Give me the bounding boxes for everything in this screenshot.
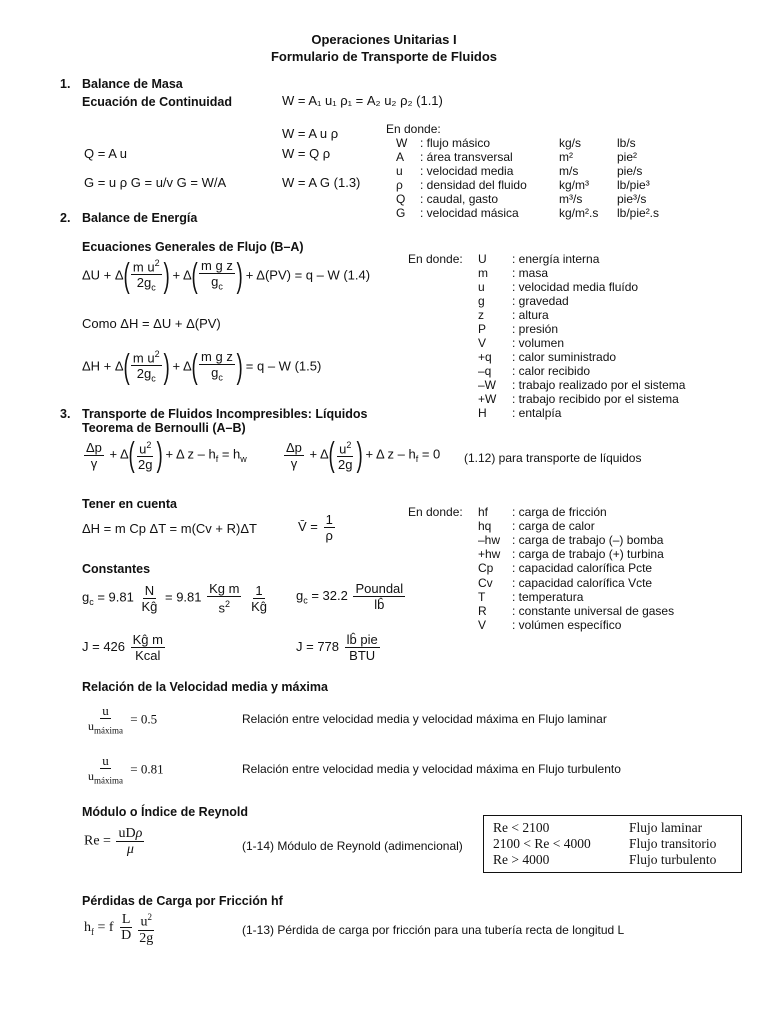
- sec3-def-sym: +hw: [478, 547, 501, 562]
- sec2-def-desc: : gravedad: [512, 294, 569, 308]
- rel-laminar-value: = 0.5: [130, 711, 158, 727]
- section-3-title: Transporte de Fluidos Incompresibles: Líquidos: [82, 407, 368, 421]
- sec2-def-sym: z: [478, 308, 484, 322]
- sec1-def-desc: : área transversal: [420, 150, 513, 164]
- eq-1-5-tail: = q – W (1.5): [245, 358, 322, 374]
- sec3-def-sym: V: [478, 617, 487, 632]
- eq-j-en: J = 778 $\frac{\text{lb̂ pie}}{\text{BTU}}$: [296, 632, 378, 663]
- section-3-number: 3.: [60, 407, 71, 421]
- eq-spec-volume: V̄ = $\frac{1}{\rho}$: [298, 512, 333, 543]
- sec3-def-desc: : volúmen específico: [512, 617, 622, 632]
- sec3-def-desc: : carga de calor: [512, 519, 595, 534]
- sec2-def-sym: m: [478, 266, 488, 280]
- sec1-def-si: m/s: [559, 164, 579, 178]
- sec3-def-sym: hf: [478, 505, 489, 519]
- sec3-def-sym: R: [478, 603, 487, 618]
- sec1-def-en: pie²: [617, 150, 638, 164]
- reynold-heading: Módulo o Índice de Reynold: [82, 805, 248, 819]
- reynold-text: (1-14) Módulo de Reynold (adimencional): [242, 839, 463, 853]
- eq-1-4-tail: + Δ(PV) = q – W (1.4): [245, 267, 371, 283]
- sec2-def-desc: : trabajo recibido por el sistema: [512, 392, 679, 406]
- sec3-def-sym: hq: [478, 519, 492, 534]
- perdidas-heading: Pérdidas de Carga por Fricción hf: [82, 894, 283, 908]
- relacion-heading: Relación de la Velocidad media y máxima: [82, 680, 328, 694]
- sec2-def-desc: : volumen: [512, 336, 565, 350]
- sec2-def-sym: –q: [478, 364, 492, 378]
- sec3-def-desc: : capacidad calorífica Pcte: [512, 561, 653, 576]
- eq-w-aur: W = A u ρ: [282, 126, 339, 141]
- section-2-subtitle: Ecuaciones Generales de Flujo (B–A): [82, 240, 304, 254]
- sec1-def-desc: : densidad del fluido: [420, 178, 527, 192]
- sec2-def-sym: +W: [478, 392, 497, 406]
- eq-bernoulli-left: $\frac{\Delta p}{\gamma}$ + Δ( $\frac{u^2}{2g}$ ) + Δ $z - h_f = h_w$: [86, 436, 247, 475]
- eq-friction-loss: $h_f = f$ $\frac{L}{D}$ $\frac{u^2}{2g}$: [84, 912, 154, 946]
- sec2-def-desc: : velocidad media fluído: [512, 280, 639, 294]
- friction-text: (1-13) Pérdida de carga por fricción para una tubería recta de longitud L: [242, 923, 625, 937]
- sec2-def-sym: –W: [478, 378, 496, 392]
- sec3-def-desc: : capacidad calorífica Vcte: [512, 575, 653, 590]
- eq-bernoulli-right: $\frac{\Delta p}{\gamma}$ + Δ( $\frac{u^2}{2g}$ ) + Δ $z - h_f = 0$: [286, 436, 441, 475]
- sec2-def-sym: V: [478, 336, 487, 350]
- eq-rel-laminar: $\frac{u}{u_{máxima}}$ = 0.5: [88, 703, 158, 736]
- section-1-number: 1.: [60, 77, 71, 91]
- eq-w-qr: W = Q ρ: [282, 146, 331, 161]
- sec2-def-sym: +q: [478, 350, 492, 364]
- sec1-def-desc: : caudal, gasto: [420, 192, 499, 206]
- eq-continuity: W = A₁ u₁ ρ₁ = A₂ u₂ ρ₂ (1.1): [282, 93, 443, 108]
- sec2-def-desc: : entalpía: [512, 406, 562, 420]
- sec1-def-si: kg/s: [559, 136, 582, 150]
- sec2-def-desc: : masa: [512, 266, 549, 280]
- sec3-def-desc: : constante universal de gases: [512, 603, 675, 618]
- sec2-def-sym: P: [478, 322, 487, 336]
- eq-w-ag: W = A G (1.3): [282, 175, 361, 190]
- constantes-heading: Constantes: [82, 562, 151, 576]
- sec2-en-donde: En donde:: [408, 252, 463, 266]
- sec1-def-en: lb/pie².s: [617, 206, 660, 220]
- sec3-def-desc: : carga de fricción: [512, 505, 607, 519]
- sec1-def-sym: ρ: [396, 178, 403, 192]
- sec1-def-en: lb/pie³: [617, 178, 650, 192]
- reynold-condition: Re > 4000: [493, 852, 550, 867]
- sec3-def-sym: –hw: [478, 533, 501, 548]
- rel-turbulent-text: Relación entre velocidad media y velocidad máxima en Flujo turbulento: [242, 762, 621, 776]
- eq-gc-en: $g_c = 32.2$ $\frac{\text{Poundal}}{lb̂}$: [296, 581, 404, 612]
- doc-title: Operaciones Unitarias I: [311, 32, 457, 47]
- sec1-def-en: pie³/s: [617, 192, 647, 206]
- sec1-def-sym: Q: [396, 192, 406, 206]
- sec1-def-sym: W: [396, 136, 408, 150]
- reynold-condition: 2100 < Re < 4000: [493, 836, 591, 851]
- eq-q: Q = A u: [84, 146, 128, 161]
- eq-como: Como ΔH = ΔU + Δ(PV): [82, 316, 221, 331]
- sec3-def-desc: : carga de trabajo (+) turbina: [512, 547, 664, 562]
- sec2-def-sym: u: [478, 280, 485, 294]
- doc-subtitle: Formulario de Transporte de Fluidos: [270, 49, 498, 64]
- reynold-flow-type: Flujo laminar: [629, 820, 703, 835]
- eq-1-12-note: (1.12) para transporte de líquidos: [464, 451, 642, 465]
- u-label: u: [102, 703, 109, 718]
- sec2-def-sym: g: [478, 294, 485, 308]
- reynold-regime-table: [483, 815, 742, 873]
- eq-energy-1-4: ΔU + Δ( $\frac{m u^2}{2g_c}$ ) + Δ( $\frac{\text{m g z}}{g_c}$ ) + Δ(PV) = q – W (1.4): [82, 256, 371, 295]
- sec1-def-sym: A: [396, 150, 405, 164]
- eq-rel-turbulent: $\frac{u}{u_{máxima}}$ = 0.81: [88, 753, 164, 786]
- sec2-def-desc: : calor recibido: [512, 364, 591, 378]
- section-1-subtitle: Ecuación de Continuidad: [82, 95, 233, 109]
- sec3-en-donde: En donde:: [408, 505, 463, 519]
- tener-en-cuenta: Tener en cuenta: [82, 497, 177, 511]
- sec1-def-si: m²: [559, 150, 573, 164]
- reynold-flow-type: Flujo turbulento: [629, 852, 717, 867]
- sec1-def-sym: u: [396, 164, 403, 178]
- sec3-def-sym: Cp: [478, 561, 494, 576]
- sec2-def-desc: : presión: [512, 322, 559, 336]
- sec1-def-en: lb/s: [617, 136, 636, 150]
- sec1-def-desc: : velocidad media: [420, 164, 514, 178]
- section-1-title: Balance de Masa: [82, 77, 183, 91]
- sec1-def-desc: : flujo másico: [420, 136, 491, 150]
- sec1-def-en: pie/s: [617, 164, 643, 178]
- sec3-def-sym: Cv: [478, 575, 493, 590]
- eq-g: G = u ρ G = u/v G = W/A: [84, 175, 227, 190]
- rel-turbulent-value: = 0.81: [130, 761, 164, 777]
- sec3-def-desc: : carga de trabajo (–) bomba: [512, 533, 664, 548]
- sec1-en-donde: En donde:: [386, 122, 441, 136]
- eq-reynold: Re = $\frac{\text{uDρ}}{\mu}$: [84, 826, 143, 857]
- sec2-def-desc: : calor suministrado: [512, 350, 617, 364]
- eq-gc-si: $g_c = 9.81$ $\frac{N}{Kĝ}$ = 9.81 $\frac{\text{Kg m}}{s^2}$ $\frac{1}{Kĝ}$: [82, 581, 267, 616]
- eq-energy-1-5: ΔH + Δ( $\frac{m u^2}{2g_c}$ ) + Δ( $\frac{\text{m g z}}{g_c}$ ) = q – W (1.5): [82, 347, 322, 386]
- sec1-def-si: m³/s: [559, 192, 583, 206]
- sec2-def-desc: : trabajo realizado por el sistema: [512, 378, 686, 392]
- sec1-def-desc: : velocidad másica: [420, 206, 519, 220]
- eq-j-si: J = 426 $\frac{\text{Kĝ m}}{\text{Kcal}}$: [82, 632, 163, 663]
- u-label-2: u: [102, 753, 109, 768]
- section-2-number: 2.: [60, 211, 71, 225]
- sec1-def-sym: G: [396, 206, 406, 220]
- eq-delta-h: ΔH = m Cp ΔT = m(Cv + R)ΔT: [82, 521, 257, 536]
- reynold-condition: Re < 2100: [493, 820, 550, 835]
- sec2-def-desc: : altura: [512, 308, 549, 322]
- sec3-def-desc: : temperatura: [512, 589, 584, 604]
- reynold-flow-type: Flujo transitorio: [629, 836, 717, 851]
- rel-laminar-text: Relación entre velocidad media y velocidad máxima en Flujo laminar: [242, 712, 607, 726]
- section-2-title: Balance de Energía: [82, 211, 198, 225]
- sec2-def-sym: H: [478, 406, 487, 420]
- sec2-def-sym: U: [478, 252, 487, 266]
- sec1-def-si: kg/m³: [559, 178, 589, 192]
- sec2-def-desc: : energía interna: [512, 252, 600, 266]
- sec1-def-si: kg/m².s: [559, 206, 599, 220]
- section-3-subtitle: Teorema de Bernoulli (A–B): [82, 421, 246, 435]
- sec3-def-sym: T: [478, 589, 486, 604]
